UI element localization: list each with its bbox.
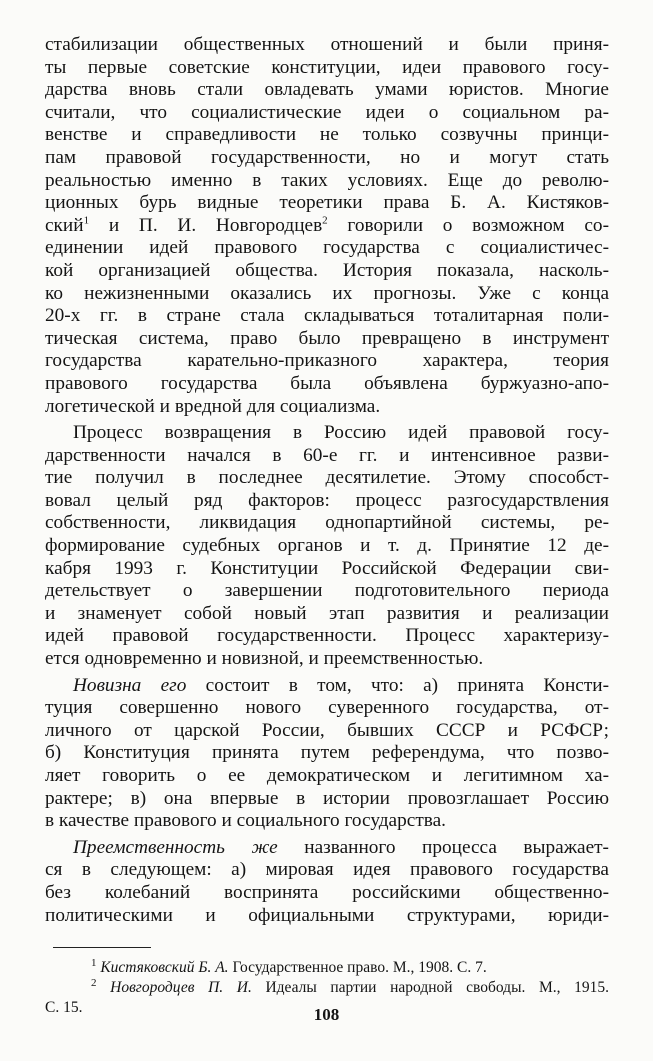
text-line: в качестве правового и социального государства. xyxy=(45,810,446,832)
text-line xyxy=(45,675,609,698)
footnote-text: Идеалы партии народной свободы. М., 1915. xyxy=(251,979,609,997)
footnote-1 xyxy=(45,958,609,978)
text-line: пам правовой государственности, но и могут стать xyxy=(45,146,609,168)
footnote-ref-2: 2 xyxy=(322,214,328,227)
page-number: 108 xyxy=(313,1005,340,1024)
footnote-2-continuation: С. 15. xyxy=(45,999,83,1017)
text-line xyxy=(45,215,609,238)
footnote-number: 1 xyxy=(91,958,97,969)
text-line xyxy=(45,837,609,860)
text-line: логетической и вредной для социализма. xyxy=(45,395,381,417)
text-line: единении идей правового государства с социалистичес- xyxy=(45,237,609,259)
text-line: стабилизации общественных отношений и были приня- xyxy=(45,34,609,55)
text-line: ционных бурь видные теоретики права Б. А. Кистяков- xyxy=(45,192,609,214)
footnote-author: Новгородцев П. И. xyxy=(110,979,252,997)
italic-term: Преемственность же xyxy=(73,836,278,858)
text-fragment: ский xyxy=(45,214,84,236)
text-line: 20-х гг. в стране стала складываться тоталитарная поли- xyxy=(45,305,609,327)
footnote-number: 2 xyxy=(91,978,97,989)
text-line: личного от царской России, бывших СССР и РСФСР; xyxy=(45,719,609,741)
text-line: кой организацией общества. История показала, насколь- xyxy=(45,259,609,281)
text-line: считали, что социалистические идеи о социальном ра- xyxy=(45,101,609,123)
text-line: тие получил в последнее десятилетие. Этому способст- xyxy=(45,467,609,489)
text-line: Процесс возвращения в Россию идей правовой госу- xyxy=(73,422,609,444)
text-line: реальностью именно в таких условиях. Еще до револю- xyxy=(45,169,609,191)
footnote-author: Кистяковский Б. А. xyxy=(100,959,229,977)
text-line: ко нежизненными оказались их прогнозы. Уже с конца xyxy=(45,282,609,304)
footnote-ref-1: 1 xyxy=(83,214,90,227)
text-line: туция совершенно нового суверенного государства, от- xyxy=(45,697,609,719)
footnote-divider xyxy=(53,947,151,948)
body-text xyxy=(45,34,609,927)
footnote-text: Государственное право. М., 1908. С. 7. xyxy=(228,959,487,977)
text-line: ся в следующем: а) мировая идея правового государства xyxy=(45,859,609,881)
text-line: собственности, ликвидация однопартийной системы, ре- xyxy=(45,512,609,534)
text-line: венстве и справедливости не только созвучны принци- xyxy=(45,124,609,146)
text-fragment: говорили о возможном со- xyxy=(327,214,609,236)
text-line: тическая система, право было превращено в инструмент xyxy=(45,327,609,349)
text-fragment: состоит в том, что: а) принята Консти- xyxy=(186,674,609,696)
text-fragment: названного процесса выражает- xyxy=(277,836,609,858)
text-line: кабря 1993 г. Конституции Российской Федерации сви- xyxy=(45,557,609,579)
text-line: формирование судебных органов и т. д. Принятие 12 де- xyxy=(45,535,609,557)
footnote-2 xyxy=(45,978,609,998)
text-line: рактере; в) она впервые в истории провозглашает Россию xyxy=(45,787,609,809)
text-line: ется одновременно и новизной, и преемственностью. xyxy=(45,648,484,670)
text-line: без колебаний воспринята российскими общественно- xyxy=(45,881,609,903)
text-line: дарства вновь стали овладевать умами юристов. Многие xyxy=(45,79,609,101)
text-line: политическими и официальными структурами, юриди- xyxy=(45,904,609,926)
text-line: государства карательно-приказного характера, теория xyxy=(45,350,609,372)
text-line: детельствует о завершении подготовительного периода xyxy=(45,580,609,602)
text-line: дарственности начался в 60-е гг. и интенсивное разви- xyxy=(45,444,609,466)
text-line: ты первые советские конституции, идеи правового госу- xyxy=(45,56,609,78)
italic-term: Новизна его xyxy=(73,674,187,696)
text-line: идей правовой государственности. Процесс характеризу- xyxy=(45,625,609,647)
text-line: ляет говорить о ее демократическом и легитимном ха- xyxy=(45,765,609,786)
text-fragment: и П. И. Новгородцев xyxy=(89,214,323,236)
text-line: б) Конституция принята путем референдума, что позво- xyxy=(45,742,609,764)
text-line: правового государства была объявлена буржуазно-апо- xyxy=(45,372,609,394)
text-line: вовал целый ряд факторов: процесс разгосударствления xyxy=(45,489,609,511)
text-line: и знаменует собой новый этап развития и реализации xyxy=(45,602,609,624)
